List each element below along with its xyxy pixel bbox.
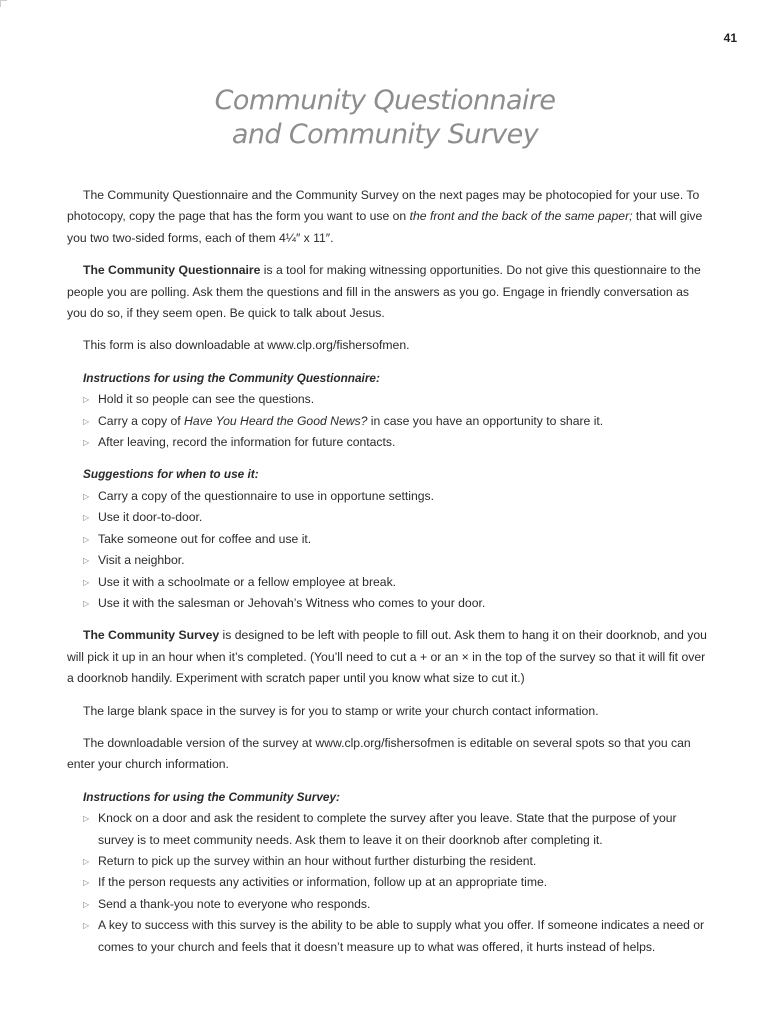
list-item — [98, 411, 707, 432]
list-item: ▷ Use it with a schoolmate or a fellow employee at break. — [98, 572, 707, 593]
list-item: ▷ A key to success with this survey is the ability to be able to supply what you offer. If someone indicates a need or comes to your church and feels that it doesn’t measure up to what was offered, it hurts instead of helps. — [98, 915, 707, 958]
suggestions-heading: Suggestions for when to use it: — [83, 467, 259, 482]
list-item-text: in case you have an opportunity to share it. — [367, 413, 604, 428]
intro-italic-text: the front and the back of the same paper; — [409, 209, 633, 224]
list-item-text: Carry a copy of — [98, 413, 185, 428]
downloadable-survey-note: The downloadable version of the survey at www.clp.org/fishersofmen is editable on several spots so that you can enter your church information. — [67, 735, 691, 772]
body-content — [67, 185, 707, 969]
survey-name: The Community Survey — [83, 628, 220, 643]
title-line-2: and Community Survey — [231, 119, 539, 150]
questionnaire-description: is a tool for making witnessing opportunities. Do not give this questionnaire to the people you are polling. Ask them the questions and fill in the answers as you go. Engage in friendly conversation as you do so, if they seem open. Be quick to talk about Jesus. — [67, 263, 701, 321]
list-item: ▷ Knock on a door and ask the resident to complete the survey after you leave. State that the purpose of your survey is to meet community needs. Ask them to leave it on their doorknob after completing it. — [98, 808, 707, 851]
intro-text-2: that will give you two two-sided forms, each of them 4¼″ x 11″. — [67, 209, 703, 245]
list-item: ▷ Use it with the salesman or Jehovah’s Witness who comes to your door. — [98, 593, 707, 614]
list-item: ▷ After leaving, record the information for future contacts. — [98, 432, 707, 453]
survey-paragraph — [67, 625, 707, 689]
questionnaire-paragraph — [67, 260, 707, 324]
list-item: ▷ Hold it so people can see the questions. — [98, 389, 707, 410]
list-item: ▷ Return to pick up the survey within an hour without further disturbing the resident. — [98, 851, 707, 872]
list-item: ▷ If the person requests any activities or information, follow up at an appropriate time. — [98, 872, 707, 893]
suggestions-list — [67, 486, 707, 614]
crop-mark — [0, 0, 7, 7]
intro-text-1: The Community Questionnaire and the Community Survey on the next pages may be photocopied for your use. To photocopy, copy the page that has the form you want to use on — [67, 188, 700, 224]
list-item: ▷ Visit a neighbor. — [98, 550, 707, 571]
questionnaire-instructions-heading: Instructions for using the Community Questionnaire: — [83, 370, 380, 385]
title-line-1: Community Questionnaire — [214, 85, 556, 116]
survey-instructions-heading: Instructions for using the Community Survey: — [83, 789, 340, 804]
book-title: Have You Heard the Good News? — [184, 413, 368, 428]
list-item: ▷ Carry a copy of the questionnaire to use in opportune settings. — [98, 486, 707, 507]
list-item: ▷ Send a thank-you note to everyone who responds. — [98, 894, 707, 915]
list-item: ▷ Take someone out for coffee and use it. — [98, 529, 707, 550]
survey-description: is designed to be left with people to fill out. Ask them to hang it on their doorknob, and you will pick it up in an hour when it’s completed. (You’ll need to cut a + or an × in the top of the survey so that it will fit over a doorknob handily. Experiment with scratch paper until you know what size to cut it.) — [67, 628, 707, 686]
intro-paragraph — [67, 185, 707, 249]
page-title — [0, 84, 770, 152]
survey-instructions-list — [67, 808, 707, 958]
questionnaire-name: The Community Questionnaire — [83, 263, 261, 278]
list-item: ▷ Use it door-to-door. — [98, 507, 707, 528]
questionnaire-instructions-list — [67, 389, 707, 453]
page-number: 41 — [723, 31, 737, 45]
blank-space-note: The large blank space in the survey is for you to stamp or write your church contact information. — [83, 703, 599, 718]
download-note: This form is also downloadable at www.clp.org/fishersofmen. — [83, 338, 410, 353]
